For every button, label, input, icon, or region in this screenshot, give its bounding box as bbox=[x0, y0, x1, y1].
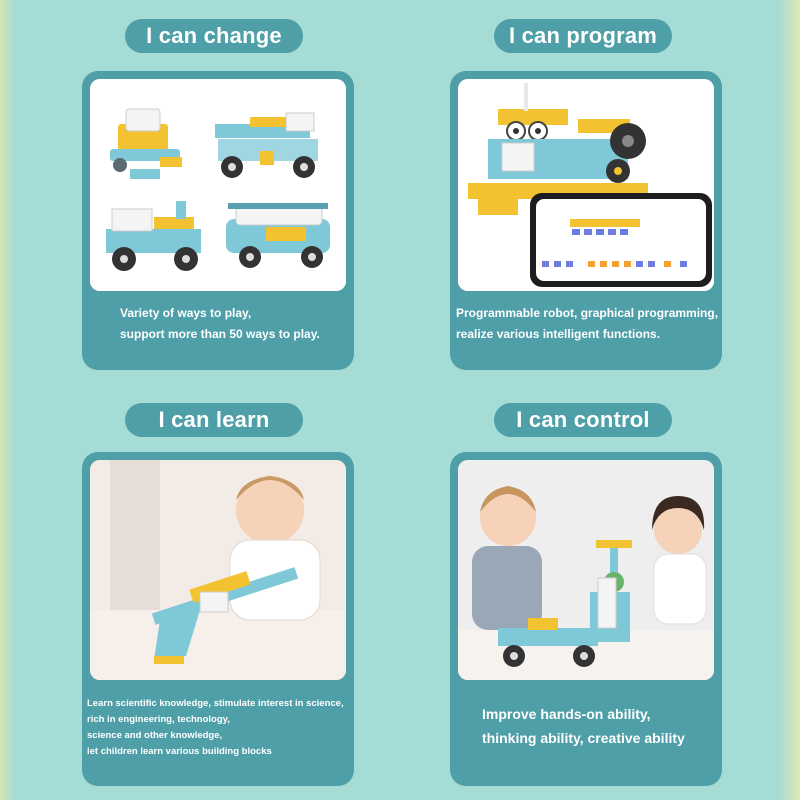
caption-line: science and other knowledge, bbox=[87, 730, 223, 741]
children-playing-illustration bbox=[458, 460, 714, 680]
section-title-change: I can change bbox=[125, 19, 303, 53]
caption-line: Programmable robot, graphical programming, bbox=[456, 306, 719, 320]
caption-line: Learn scientific knowledge, stimulate interest in science, bbox=[87, 698, 344, 709]
background-edge-right bbox=[778, 0, 800, 800]
children-playing-photo bbox=[458, 460, 714, 680]
section-title-program: I can program bbox=[494, 19, 672, 53]
caption-line: let children learn various building blocks bbox=[87, 746, 272, 757]
caption-line: Improve hands-on ability, bbox=[482, 706, 651, 722]
caption-line: support more than 50 ways to play. bbox=[120, 327, 320, 341]
child-learning-illustration bbox=[90, 460, 346, 680]
caption-line: realize various intelligent functions. bbox=[456, 327, 661, 341]
card-change bbox=[82, 71, 354, 370]
caption-line: rich in engineering, technology, bbox=[87, 714, 230, 725]
building-block-vehicles-illustration bbox=[90, 79, 346, 291]
caption-program bbox=[456, 303, 718, 345]
caption-change bbox=[120, 303, 320, 345]
card-program bbox=[450, 71, 722, 370]
child-learning-photo bbox=[90, 460, 346, 680]
programmable-robot-image bbox=[458, 79, 714, 291]
card-learn bbox=[82, 452, 354, 786]
building-block-vehicles-image bbox=[90, 79, 346, 291]
card-control bbox=[450, 452, 722, 786]
caption-learn bbox=[87, 696, 344, 760]
caption-line: Variety of ways to play, bbox=[120, 306, 252, 320]
smartphone-icon bbox=[530, 193, 712, 287]
section-title-control: I can control bbox=[494, 403, 672, 437]
programmable-robot-illustration bbox=[458, 79, 714, 291]
caption-line: thinking ability, creative ability bbox=[482, 730, 685, 746]
section-title-learn: I can learn bbox=[125, 403, 303, 437]
background-edge-left bbox=[0, 0, 14, 800]
child-boy-icon bbox=[472, 486, 542, 630]
child-girl-icon bbox=[652, 496, 706, 624]
caption-control bbox=[482, 702, 685, 750]
